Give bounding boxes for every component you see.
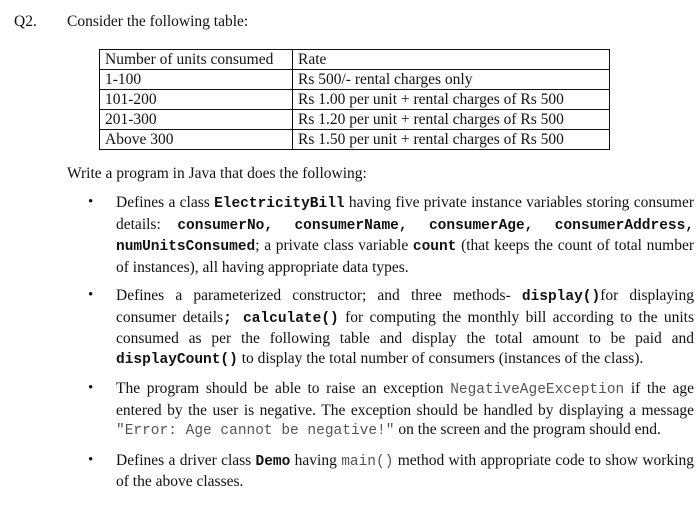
cell-rate: Rs 1.50 per unit + rental charges of Rs 500 bbox=[293, 130, 610, 150]
text-run: having five private instance variables storing consumer details: bbox=[116, 194, 694, 233]
question-prompt: Consider the following table: bbox=[67, 13, 249, 30]
code-display-method: display() bbox=[521, 289, 601, 305]
cell-units: 101-200 bbox=[100, 90, 293, 110]
task-item-class-definition bbox=[82, 193, 694, 277]
code-driver-class: Demo bbox=[255, 453, 291, 470]
header-units: Number of units consumed bbox=[100, 50, 293, 70]
text-run: The program should be able to raise an exception bbox=[116, 380, 451, 397]
code-error-message: "Error: Age cannot be negative!" bbox=[116, 423, 395, 439]
task-item-exception bbox=[82, 379, 694, 442]
question-number: Q2. bbox=[14, 13, 37, 30]
text-run: Defines a driver class bbox=[116, 451, 256, 469]
code-exception-name: NegativeAgeException bbox=[450, 382, 625, 398]
text-run: Defines a class bbox=[116, 194, 215, 211]
code-display-count-method: displayCount() bbox=[116, 351, 238, 368]
table-row bbox=[100, 90, 610, 110]
text-run: to display the total number of consumers (instances of the class). bbox=[237, 349, 644, 367]
text-run: on the screen and the program should end. bbox=[394, 421, 661, 438]
task-item-constructor-methods bbox=[82, 286, 694, 370]
code-instance-variables: consumerNo, consumerName, consumerAge, consumerAddress, numUnitsConsumed bbox=[116, 217, 694, 255]
header-rate: Rate bbox=[293, 50, 610, 70]
cell-units: Above 300 bbox=[100, 130, 293, 150]
cell-units: 1-100 bbox=[100, 70, 293, 90]
text-run: having bbox=[290, 451, 342, 469]
task-item-driver-class bbox=[82, 451, 694, 492]
code-calculate-method: ; calculate() bbox=[223, 310, 339, 327]
text-run: if the age entered by the user is negative. The exception should be handled by displaying a message bbox=[116, 380, 694, 419]
table-header-row bbox=[100, 50, 610, 70]
table-row bbox=[100, 70, 610, 90]
text-run: Defines a parameterized constructor; and three methods- bbox=[116, 287, 522, 304]
task-list bbox=[82, 193, 694, 492]
code-count-variable: count bbox=[412, 239, 457, 255]
code-main-method: main() bbox=[341, 453, 394, 470]
cell-rate: Rs 1.00 per unit + rental charges of Rs 500 bbox=[293, 90, 610, 110]
cell-rate: Rs 500/- rental charges only bbox=[293, 70, 610, 90]
text-run: ; a private class variable bbox=[255, 237, 413, 254]
rate-table bbox=[99, 49, 610, 150]
table-row bbox=[100, 130, 610, 150]
code-class-name: ElectricityBill bbox=[214, 196, 345, 212]
text-run: (that keeps the count of total number of instances), all having appropriate data types. bbox=[116, 237, 694, 276]
text-run: for computing the monthly bill according to the units consumed as per the following table and display the total amount to be paid and bbox=[116, 308, 694, 347]
cell-rate: Rs 1.20 per unit + rental charges of Rs 500 bbox=[293, 110, 610, 130]
cell-units: 201-300 bbox=[100, 110, 293, 130]
instructions-intro: Write a program in Java that does the following: bbox=[67, 165, 367, 182]
text-run: for displaying consumer details bbox=[116, 287, 694, 326]
text-run: method with appropriate code to show working of the above classes. bbox=[116, 451, 695, 490]
table-row bbox=[100, 110, 610, 130]
